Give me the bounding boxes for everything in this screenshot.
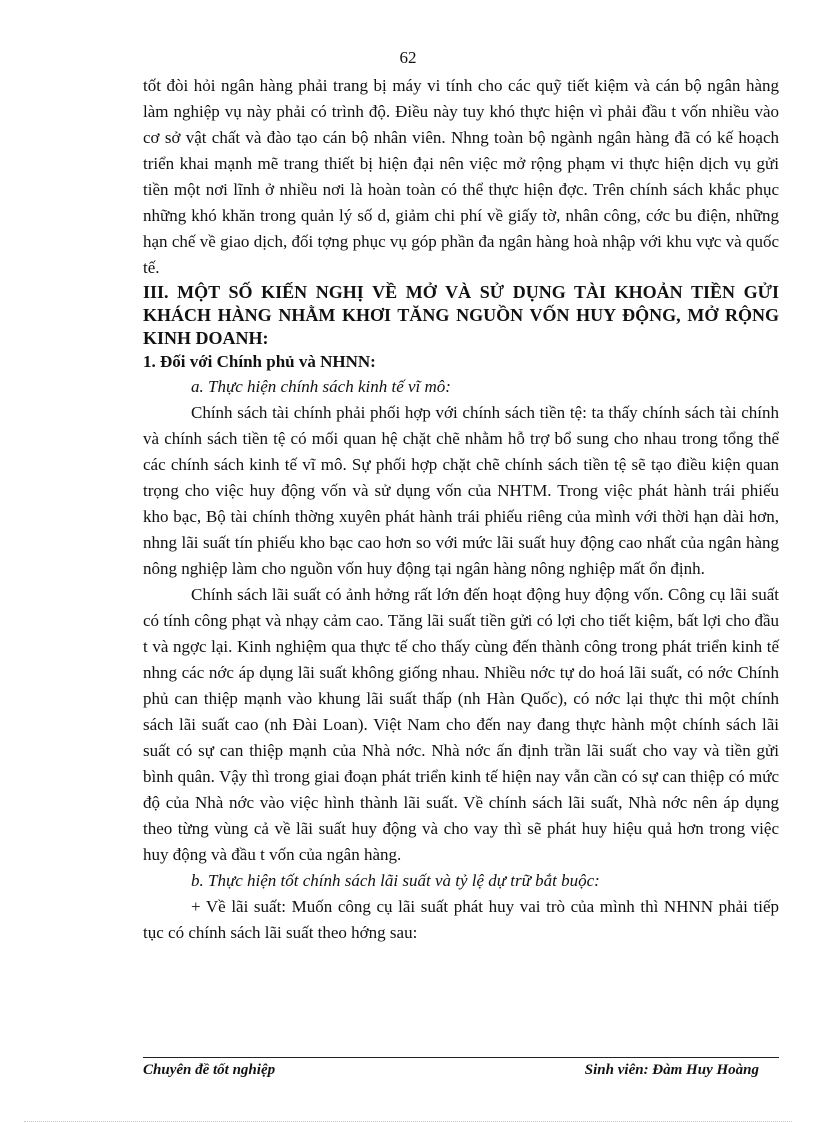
paragraph-interest-policy: Chính sách lãi suất có ảnh hởng rất lớn đến hoạt động huy động vốn. Công cụ lãi suất có tính công phạt và nhạy cảm cao. Tăng lãi suất tiền gửi có lợi cho tiết kiệm, bất lợi cho đầu t và ngợc lại. Kinh nghiệm qua thực tế cho thấy cùng đến thành công trong phát triển kinh tế nhng các nớc áp dụng lãi suất không giống nhau. Nhiều nớc tự do hoá lãi suất, có nớc Chính phủ can thiệp mạnh vào khung lãi suất thấp (nh Hàn Quốc), có nớc lại thực thi một chính sách lãi suất cao (nh Đài Loan). Việt Nam cho đến nay đang thực hành một chính sách lãi suất có sự can thiệp mạnh của Nhà nớc. Nhà nớc ấn định trần lãi suất cho vay và tiền gửi bình quân. Vậy thì trong giai đoạn phát triển kinh tế hiện nay vẫn cần có sự can thiệp có mức độ của Nhà nớc vào việc hình thành lãi suất. Về chính sách lãi suất, Nhà nớc nên áp dụng theo từng vùng cả về lãi suất huy động và cho vay thì sẽ phát huy hiệu quả hơn trong việc huy động và đầu t vốn của ngân hàng. xyxy=(143,585,779,864)
section-heading-iii: III. MỘT SỐ KIẾN NGHỊ VỀ MỞ VÀ SỬ DỤNG TÀI KHOẢN TIỀN GỬI KHÁCH HÀNG NHẰM KHƠI TĂNG NGUỒN VỐN HUY ĐỘNG, MỞ RỘNG KINH DOANH: xyxy=(143,282,779,348)
document-body xyxy=(143,73,779,946)
paragraph-intro-continuation: tốt đòi hỏi ngân hàng phải trang bị máy vi tính cho các quỹ tiết kiệm và cán bộ ngân hàng làm nghiệp vụ này phải có trình độ. Điều này tuy khó thực hiện vì phải đầu t vốn nhiều vào cơ sở vật chất và đào tạo cán bộ nhân viên. Nhng toàn bộ ngành ngân hàng đã có kế hoạch triển khai mạnh mẽ trang thiết bị hiện đại nên việc mở rộng phạm vi thực hiện dịch vụ gửi tiền một nơi lĩnh ở nhiều nơi là hoàn toàn có thể thực hiện đợc. Trên chính sách khắc phục những khó khăn trong quản lý số d, giảm chi phí về giấy tờ, nhân công, cớc bu điện, những hạn chế về giao dịch, đối tợng phục vụ góp phần đa ngân hàng hoà nhập với khu vực và quốc tế. xyxy=(143,76,779,277)
subsection-heading-1: 1. Đối với Chính phủ và NHNN: xyxy=(143,352,376,371)
item-heading-a: a. Thực hiện chính sách kinh tế vĩ mô: xyxy=(191,377,451,396)
paragraph-interest-rate: + Về lãi suất: Muốn công cụ lãi suất phát huy vai trò của mình thì NHNN phải tiếp tục có chính sách lãi suất theo hớng sau: xyxy=(143,897,779,942)
footer xyxy=(143,1062,779,1080)
item-heading-b: b. Thực hiện tốt chính sách lãi suất và tỷ lệ dự trữ bắt buộc: xyxy=(191,871,600,890)
footer-student-name: Sinh viên: Đàm Huy Hoàng xyxy=(584,1062,759,1078)
paragraph-fiscal-policy: Chính sách tài chính phải phối hợp với chính sách tiền tệ: ta thấy chính sách tài chính và chính sách tiền tệ có mối quan hệ chặt chẽ nhằm hỗ trợ bổ sung cho nhau trong tổng thể các chính sách kinh tế vĩ mô. Sự phối hợp chặt chẽ chính sách tiền tệ sẽ tạo điều kiện quan trọng cho việc huy động vốn và sử dụng vốn của NHTM. Trong việc phát hành trái phiếu kho bạc, Bộ tài chính thờng xuyên phát hành trái phiếu riêng của mình với thời hạn dài hơn, nhng lãi suất tín phiếu kho bạc cao hơn so với mức lãi suất huy động cao nhất của ngân hàng nông nghiệp làm cho nguồn vốn huy động tại ngân hàng nông nghiệp mất ổn định. xyxy=(143,403,779,578)
page-number: 62 xyxy=(399,48,417,67)
footer-divider xyxy=(143,1057,779,1058)
page-bottom-divider xyxy=(24,1121,792,1122)
footer-thesis-label: Chuyên đề tốt nghiệp xyxy=(143,1062,276,1078)
